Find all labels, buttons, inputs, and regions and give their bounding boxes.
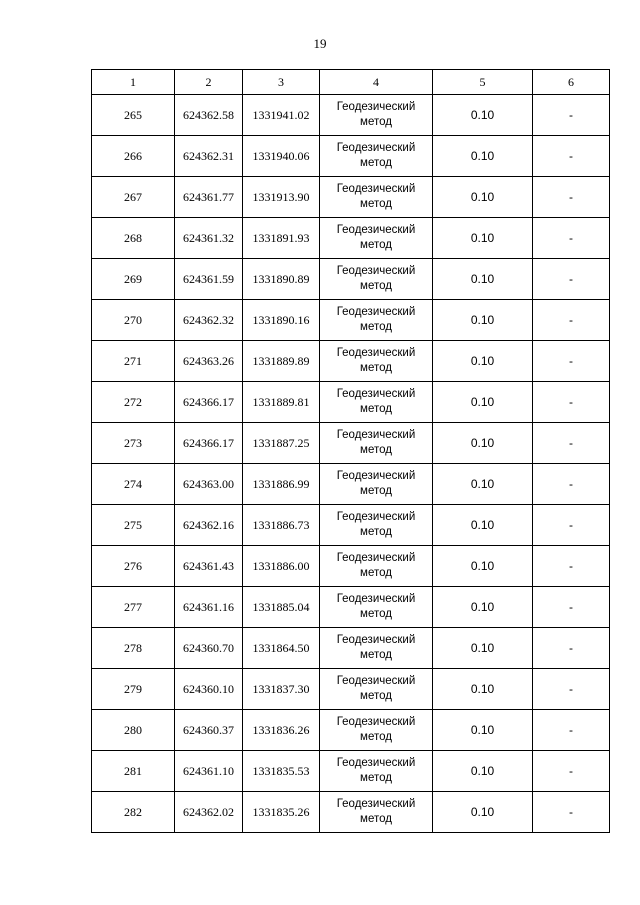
accuracy-cell: 0.10 <box>433 177 533 218</box>
point-number-cell: 277 <box>92 587 175 628</box>
method-cell <box>320 423 433 464</box>
method-line: Геодезический <box>336 470 416 482</box>
table-row <box>92 136 610 177</box>
column-header: 2 <box>175 70 243 95</box>
note-cell: - <box>533 546 610 587</box>
note-cell: - <box>533 669 610 710</box>
page-number: 19 <box>313 36 327 51</box>
method-line: Геодезический <box>336 634 416 646</box>
table-row <box>92 751 610 792</box>
method-line: метод <box>360 403 392 415</box>
method-line: Геодезический <box>336 675 416 687</box>
point-number-cell: 266 <box>92 136 175 177</box>
accuracy-cell: 0.10 <box>433 95 533 136</box>
method-line: метод <box>360 772 392 784</box>
x-coordinate-cell: 624360.70 <box>175 628 243 669</box>
y-coordinate-cell: 1331913.90 <box>243 177 320 218</box>
method-cell <box>320 300 433 341</box>
method-cell <box>320 177 433 218</box>
point-number-cell: 270 <box>92 300 175 341</box>
accuracy-cell: 0.10 <box>433 587 533 628</box>
table-row <box>92 710 610 751</box>
table-row <box>92 95 610 136</box>
table-row <box>92 382 610 423</box>
accuracy-cell: 0.10 <box>433 505 533 546</box>
y-coordinate-cell: 1331886.73 <box>243 505 320 546</box>
point-number-cell: 278 <box>92 628 175 669</box>
method-line: Геодезический <box>336 593 416 605</box>
method-line: метод <box>360 649 392 661</box>
table-body <box>92 95 610 833</box>
method-line: метод <box>360 280 392 292</box>
method-line: Геодезический <box>336 552 416 564</box>
table-row <box>92 464 610 505</box>
point-number-cell: 274 <box>92 464 175 505</box>
note-cell: - <box>533 259 610 300</box>
note-cell: - <box>533 95 610 136</box>
x-coordinate-cell: 624362.58 <box>175 95 243 136</box>
table-row <box>92 546 610 587</box>
method-cell <box>320 218 433 259</box>
note-cell: - <box>533 423 610 464</box>
column-header: 5 <box>433 70 533 95</box>
note-cell: - <box>533 792 610 833</box>
accuracy-cell: 0.10 <box>433 218 533 259</box>
y-coordinate-cell: 1331886.99 <box>243 464 320 505</box>
note-cell: - <box>533 751 610 792</box>
note-cell: - <box>533 587 610 628</box>
method-line: метод <box>360 813 392 825</box>
method-line: Геодезический <box>336 388 416 400</box>
point-number-cell: 275 <box>92 505 175 546</box>
method-line: Геодезический <box>336 306 416 318</box>
accuracy-cell: 0.10 <box>433 669 533 710</box>
accuracy-cell: 0.10 <box>433 300 533 341</box>
method-cell <box>320 464 433 505</box>
point-number-cell: 276 <box>92 546 175 587</box>
x-coordinate-cell: 624361.32 <box>175 218 243 259</box>
x-coordinate-cell: 624361.59 <box>175 259 243 300</box>
table-row <box>92 423 610 464</box>
y-coordinate-cell: 1331891.93 <box>243 218 320 259</box>
method-line: метод <box>360 444 392 456</box>
point-number-cell: 273 <box>92 423 175 464</box>
x-coordinate-cell: 624362.32 <box>175 300 243 341</box>
point-number-cell: 280 <box>92 710 175 751</box>
note-cell: - <box>533 710 610 751</box>
method-line: Геодезический <box>336 101 416 113</box>
y-coordinate-cell: 1331886.00 <box>243 546 320 587</box>
x-coordinate-cell: 624362.31 <box>175 136 243 177</box>
table-row <box>92 792 610 833</box>
method-line: метод <box>360 239 392 251</box>
accuracy-cell: 0.10 <box>433 382 533 423</box>
x-coordinate-cell: 624361.77 <box>175 177 243 218</box>
method-line: метод <box>360 198 392 210</box>
method-line: метод <box>360 157 392 169</box>
x-coordinate-cell: 624362.16 <box>175 505 243 546</box>
method-line: метод <box>360 690 392 702</box>
method-line: Геодезический <box>336 347 416 359</box>
table-row <box>92 628 610 669</box>
column-header: 3 <box>243 70 320 95</box>
x-coordinate-cell: 624363.26 <box>175 341 243 382</box>
method-cell <box>320 751 433 792</box>
y-coordinate-cell: 1331887.25 <box>243 423 320 464</box>
y-coordinate-cell: 1331885.04 <box>243 587 320 628</box>
method-cell <box>320 136 433 177</box>
column-header: 4 <box>320 70 433 95</box>
point-number-cell: 268 <box>92 218 175 259</box>
y-coordinate-cell: 1331890.89 <box>243 259 320 300</box>
y-coordinate-cell: 1331836.26 <box>243 710 320 751</box>
method-cell <box>320 546 433 587</box>
table-row <box>92 300 610 341</box>
point-number-cell: 269 <box>92 259 175 300</box>
method-line: метод <box>360 116 392 128</box>
method-cell <box>320 505 433 546</box>
note-cell: - <box>533 136 610 177</box>
x-coordinate-cell: 624363.00 <box>175 464 243 505</box>
note-cell: - <box>533 177 610 218</box>
table-row <box>92 341 610 382</box>
method-line: метод <box>360 321 392 333</box>
accuracy-cell: 0.10 <box>433 628 533 669</box>
note-cell: - <box>533 464 610 505</box>
method-line: Геодезический <box>336 142 416 154</box>
table-row <box>92 669 610 710</box>
point-number-cell: 267 <box>92 177 175 218</box>
point-number-cell: 271 <box>92 341 175 382</box>
y-coordinate-cell: 1331835.53 <box>243 751 320 792</box>
y-coordinate-cell: 1331889.81 <box>243 382 320 423</box>
accuracy-cell: 0.10 <box>433 423 533 464</box>
method-cell <box>320 95 433 136</box>
method-cell <box>320 587 433 628</box>
x-coordinate-cell: 624360.37 <box>175 710 243 751</box>
x-coordinate-cell: 624361.16 <box>175 587 243 628</box>
accuracy-cell: 0.10 <box>433 751 533 792</box>
method-cell <box>320 259 433 300</box>
method-cell <box>320 669 433 710</box>
method-line: Геодезический <box>336 265 416 277</box>
note-cell: - <box>533 505 610 546</box>
x-coordinate-cell: 624361.10 <box>175 751 243 792</box>
table-row <box>92 177 610 218</box>
note-cell: - <box>533 382 610 423</box>
x-coordinate-cell: 624362.02 <box>175 792 243 833</box>
point-number-cell: 282 <box>92 792 175 833</box>
y-coordinate-cell: 1331835.26 <box>243 792 320 833</box>
method-line: Геодезический <box>336 716 416 728</box>
point-number-cell: 279 <box>92 669 175 710</box>
y-coordinate-cell: 1331940.06 <box>243 136 320 177</box>
method-line: Геодезический <box>336 429 416 441</box>
y-coordinate-cell: 1331837.30 <box>243 669 320 710</box>
point-number-cell: 265 <box>92 95 175 136</box>
method-line: Геодезический <box>336 183 416 195</box>
column-header: 1 <box>92 70 175 95</box>
y-coordinate-cell: 1331890.16 <box>243 300 320 341</box>
method-line: метод <box>360 526 392 538</box>
table-row <box>92 259 610 300</box>
accuracy-cell: 0.10 <box>433 710 533 751</box>
note-cell: - <box>533 341 610 382</box>
table-row <box>92 505 610 546</box>
method-line: метод <box>360 362 392 374</box>
x-coordinate-cell: 624360.10 <box>175 669 243 710</box>
method-line: Геодезический <box>336 511 416 523</box>
method-line: метод <box>360 608 392 620</box>
y-coordinate-cell: 1331889.89 <box>243 341 320 382</box>
method-line: метод <box>360 731 392 743</box>
point-number-cell: 281 <box>92 751 175 792</box>
method-line: Геодезический <box>336 757 416 769</box>
method-cell <box>320 710 433 751</box>
x-coordinate-cell: 624361.43 <box>175 546 243 587</box>
method-cell <box>320 628 433 669</box>
note-cell: - <box>533 218 610 259</box>
accuracy-cell: 0.10 <box>433 259 533 300</box>
column-header: 6 <box>533 70 610 95</box>
y-coordinate-cell: 1331864.50 <box>243 628 320 669</box>
accuracy-cell: 0.10 <box>433 136 533 177</box>
coordinates-table <box>91 69 610 833</box>
table-header-row <box>92 70 610 95</box>
table-row <box>92 587 610 628</box>
accuracy-cell: 0.10 <box>433 341 533 382</box>
method-line: метод <box>360 485 392 497</box>
note-cell: - <box>533 628 610 669</box>
table-row <box>92 218 610 259</box>
accuracy-cell: 0.10 <box>433 792 533 833</box>
y-coordinate-cell: 1331941.02 <box>243 95 320 136</box>
point-number-cell: 272 <box>92 382 175 423</box>
method-line: Геодезический <box>336 224 416 236</box>
method-line: метод <box>360 567 392 579</box>
accuracy-cell: 0.10 <box>433 546 533 587</box>
method-cell <box>320 792 433 833</box>
accuracy-cell: 0.10 <box>433 464 533 505</box>
method-line: Геодезический <box>336 798 416 810</box>
x-coordinate-cell: 624366.17 <box>175 382 243 423</box>
note-cell: - <box>533 300 610 341</box>
method-cell <box>320 382 433 423</box>
x-coordinate-cell: 624366.17 <box>175 423 243 464</box>
method-cell <box>320 341 433 382</box>
